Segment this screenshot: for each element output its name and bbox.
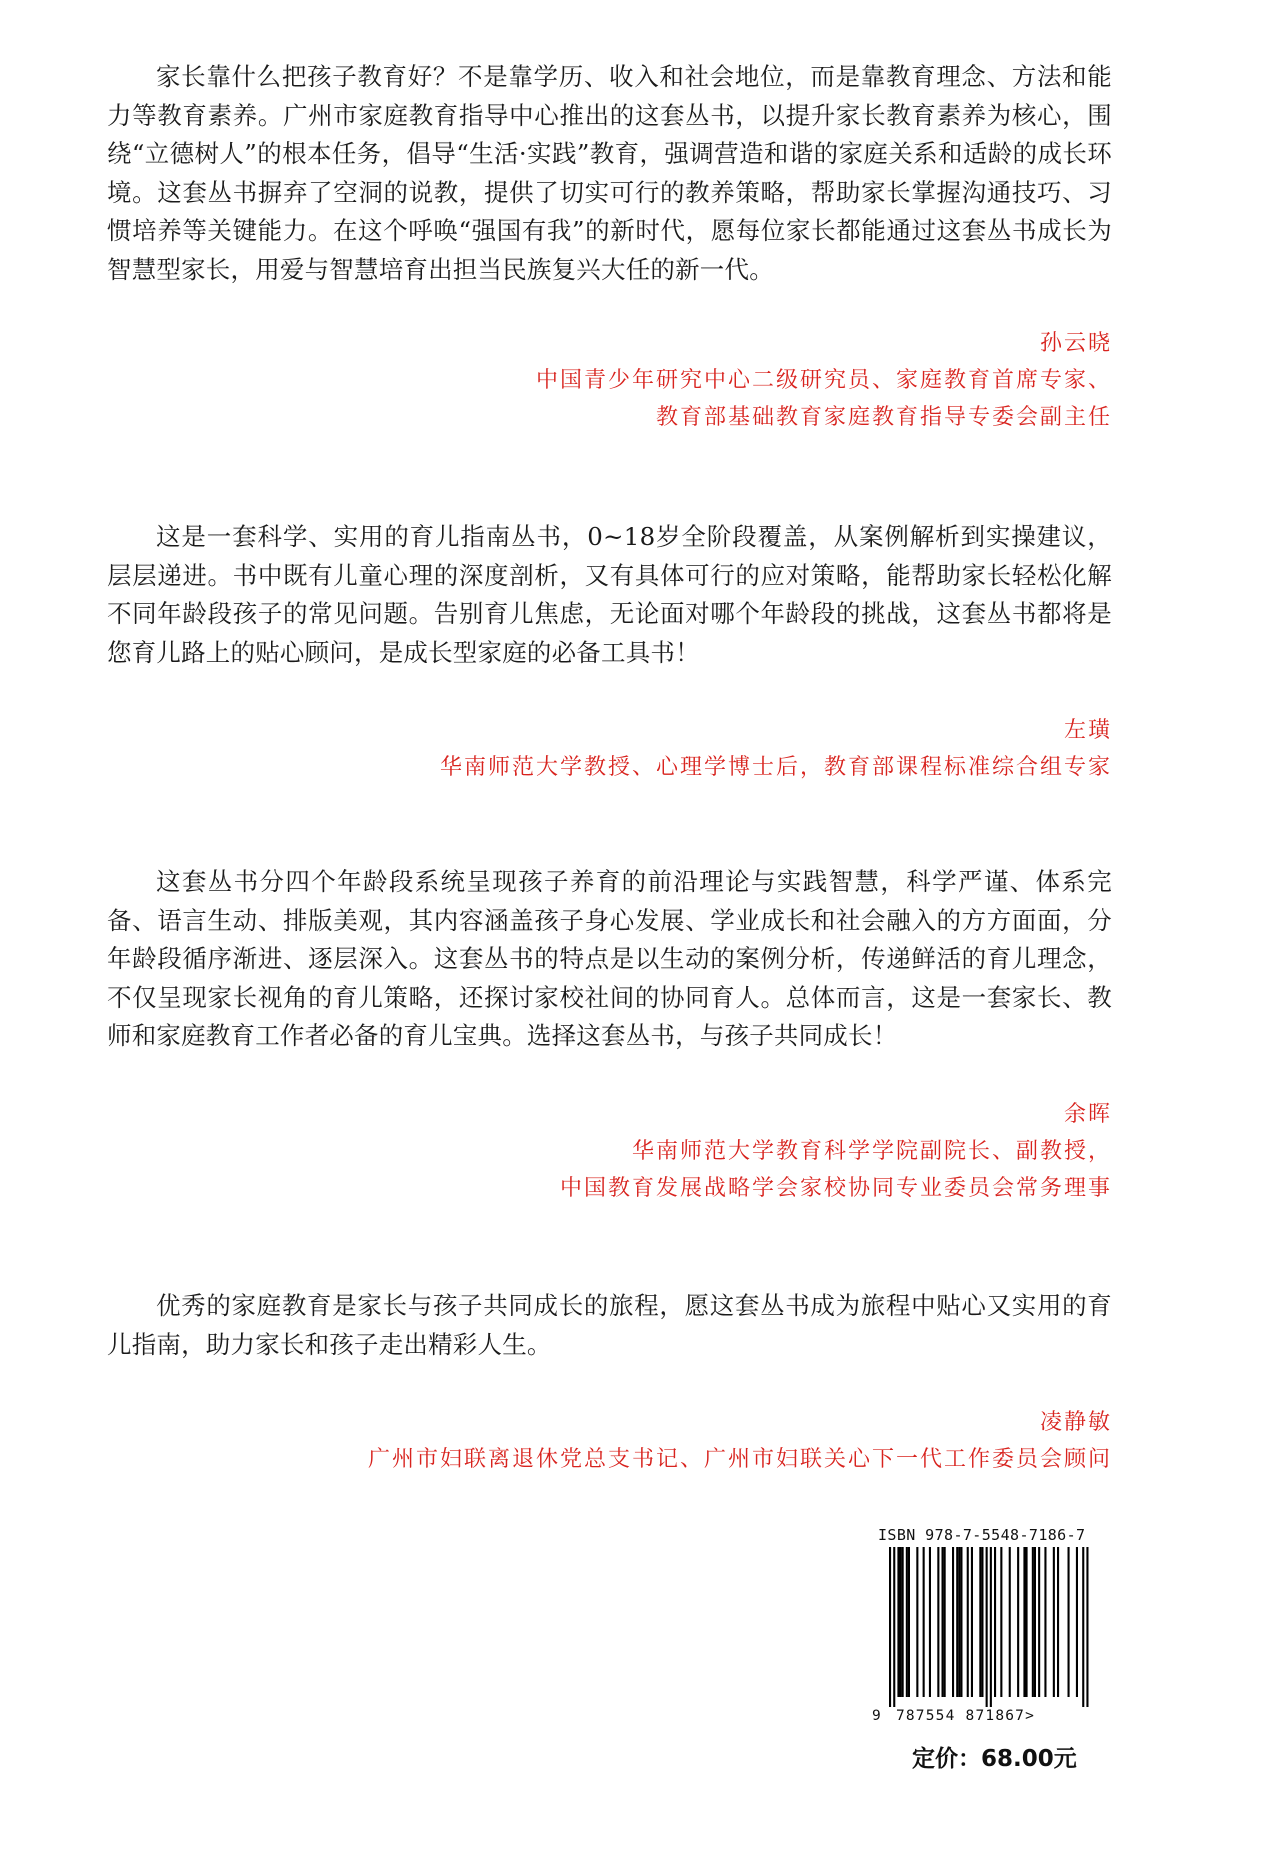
blurb-2 (107, 518, 1112, 672)
blurb-4 (107, 1287, 1112, 1364)
barcode-bar (942, 1547, 944, 1697)
barcode-bar (916, 1547, 918, 1697)
barcode-bar (971, 1547, 973, 1697)
barcode-bar (1032, 1547, 1034, 1697)
blurb-1-title-line-2: 教育部基础教育家庭教育指导专委会副主任 (655, 405, 1112, 430)
barcode-bar (900, 1547, 902, 1697)
barcode-bar (944, 1547, 946, 1697)
ean-digits (872, 1708, 1112, 1724)
barcode-bar (1082, 1547, 1084, 1707)
barcode-bar (1086, 1547, 1088, 1707)
isbn-label: ISBN 978-7-5548-7186-7 (878, 1526, 1086, 1544)
barcode-bar (967, 1547, 969, 1697)
blurb-3-title-line-2: 中国教育发展战略学会家校协同专业委员会常务理事 (559, 1176, 1112, 1201)
blurb-3-title-line-1: 华南师范大学教育科学学院副院长、副教授， (631, 1139, 1112, 1164)
barcode-bar (937, 1547, 939, 1697)
barcode-bar (1044, 1547, 1046, 1697)
ean-marker: > (1025, 1708, 1036, 1724)
ean-left-digits: 787554 (895, 1708, 956, 1724)
barcode-bar (1076, 1547, 1078, 1697)
barcode-bar (994, 1547, 996, 1697)
barcode-bar (1023, 1547, 1025, 1697)
barcode-bar (1038, 1547, 1040, 1697)
barcode-bar (923, 1547, 925, 1697)
blurb-4-title-line-1: 广州市妇联离退休党总支书记、广州市妇联关心下一代工作委员会顾问 (367, 1447, 1112, 1472)
blurb-1-signature (536, 325, 1112, 436)
blurb-2-title-line-1: 华南师范大学教授、心理学博士后，教育部课程标准综合组专家 (439, 755, 1112, 780)
barcode-bar (956, 1547, 958, 1697)
blurb-1-name: 孙云晓 (1039, 331, 1112, 356)
blurb-3 (107, 863, 1112, 1056)
barcode-bar (952, 1547, 954, 1697)
price-label: 定价：68.00元 (912, 1746, 1077, 1772)
barcode-icon (889, 1547, 1099, 1707)
barcode-bar (889, 1547, 891, 1707)
barcode-bar (990, 1547, 992, 1707)
blurb-3-signature (560, 1096, 1112, 1207)
blurb-4-signature (368, 1404, 1112, 1478)
barcode-bar (1017, 1547, 1019, 1697)
blurb-1-title-line-1: 中国青少年研究中心二级研究员、家庭教育首席专家、 (535, 368, 1112, 393)
barcode-bar (958, 1547, 960, 1697)
blurb-2-signature (440, 712, 1112, 786)
ean-first-digit: 9 (872, 1708, 882, 1724)
barcode-bar (1057, 1547, 1059, 1697)
blurb-4-name: 凌静敏 (1039, 1410, 1112, 1435)
barcode-bar (929, 1547, 931, 1697)
barcode-bar (902, 1547, 904, 1697)
blurb-1 (107, 58, 1112, 289)
barcode-bar (893, 1547, 895, 1707)
blurb-3-name: 余晖 (1063, 1102, 1112, 1127)
barcode-bar (897, 1547, 899, 1697)
barcode-bar (986, 1547, 988, 1707)
blurb-1-text: 家长靠什么把孩子教育好？不是靠学历、收入和社会地位，而是靠教育理念、方法和能力等教育素养。广州市家庭教育指导中心推出的这套丛书，以提升家长教育素养为核心，围绕“立德树人”的根本任务，倡导“生活·实践”教育，强调营造和谐的家庭关系和适龄的成长环境。这套丛书摒弃了空洞的说教，提供了切实可行的教养策略，帮助家长掌握沟通技巧、习惯培养等关键能力。在这个呼唤“强国有我”的新时代，愿每位家长都能通过这套丛书成长为智慧型家长，用爱与智慧培育出担当民族复兴大任的新一代。 (107, 62, 1112, 284)
barcode-bar (960, 1547, 962, 1697)
barcode-bar (1000, 1547, 1002, 1697)
barcode-bar (1068, 1547, 1070, 1697)
blurb-3-text: 这套丛书分四个年龄段系统呈现孩子养育的前沿理论与实践智慧，科学严谨、体系完备、语言生动、排版美观，其内容涵盖孩子身心发展、学业成长和社会融入的方方面面，分年龄段循序渐进、逐层深入。这套丛书的特点是以生动的案例分析，传递鲜活的育儿理念，不仅呈现家长视角的育儿策略，还探讨家校社间的协同育人。总体而言，这是一套家长、教师和家庭教育工作者必备的育儿宝典。选择这套丛书，与孩子共同成长！ (107, 867, 1112, 1050)
barcode-bar (1053, 1547, 1055, 1697)
blurb-2-text: 这是一套科学、实用的育儿指南丛书，0~18岁全阶段覆盖，从案例解析到实操建议，层层递进。书中既有儿童心理的深度剖析，又有具体可行的应对策略，能帮助家长轻松化解不同年龄段孩子的常见问题。告别育儿焦虑，无论面对哪个年龄段的挑战，这套丛书都将是您育儿路上的贴心顾问，是成长型家庭的必备工具书！ (107, 522, 1112, 667)
barcode-bar (908, 1547, 910, 1697)
barcode-bar (1034, 1547, 1036, 1697)
barcode-bar (979, 1547, 981, 1697)
blurb-2-name: 左璜 (1063, 718, 1112, 743)
barcode-bar (1009, 1547, 1011, 1697)
barcode-bar (906, 1547, 908, 1697)
barcode-bar (1026, 1547, 1028, 1697)
ean-right-digits: 871867 (965, 1708, 1026, 1724)
barcode-bar (981, 1547, 983, 1697)
blurb-4-text: 优秀的家庭教育是家长与孩子共同成长的旅程，愿这套丛书成为旅程中贴心又实用的育儿指南，助力家长和孩子走出精彩人生。 (107, 1291, 1112, 1359)
